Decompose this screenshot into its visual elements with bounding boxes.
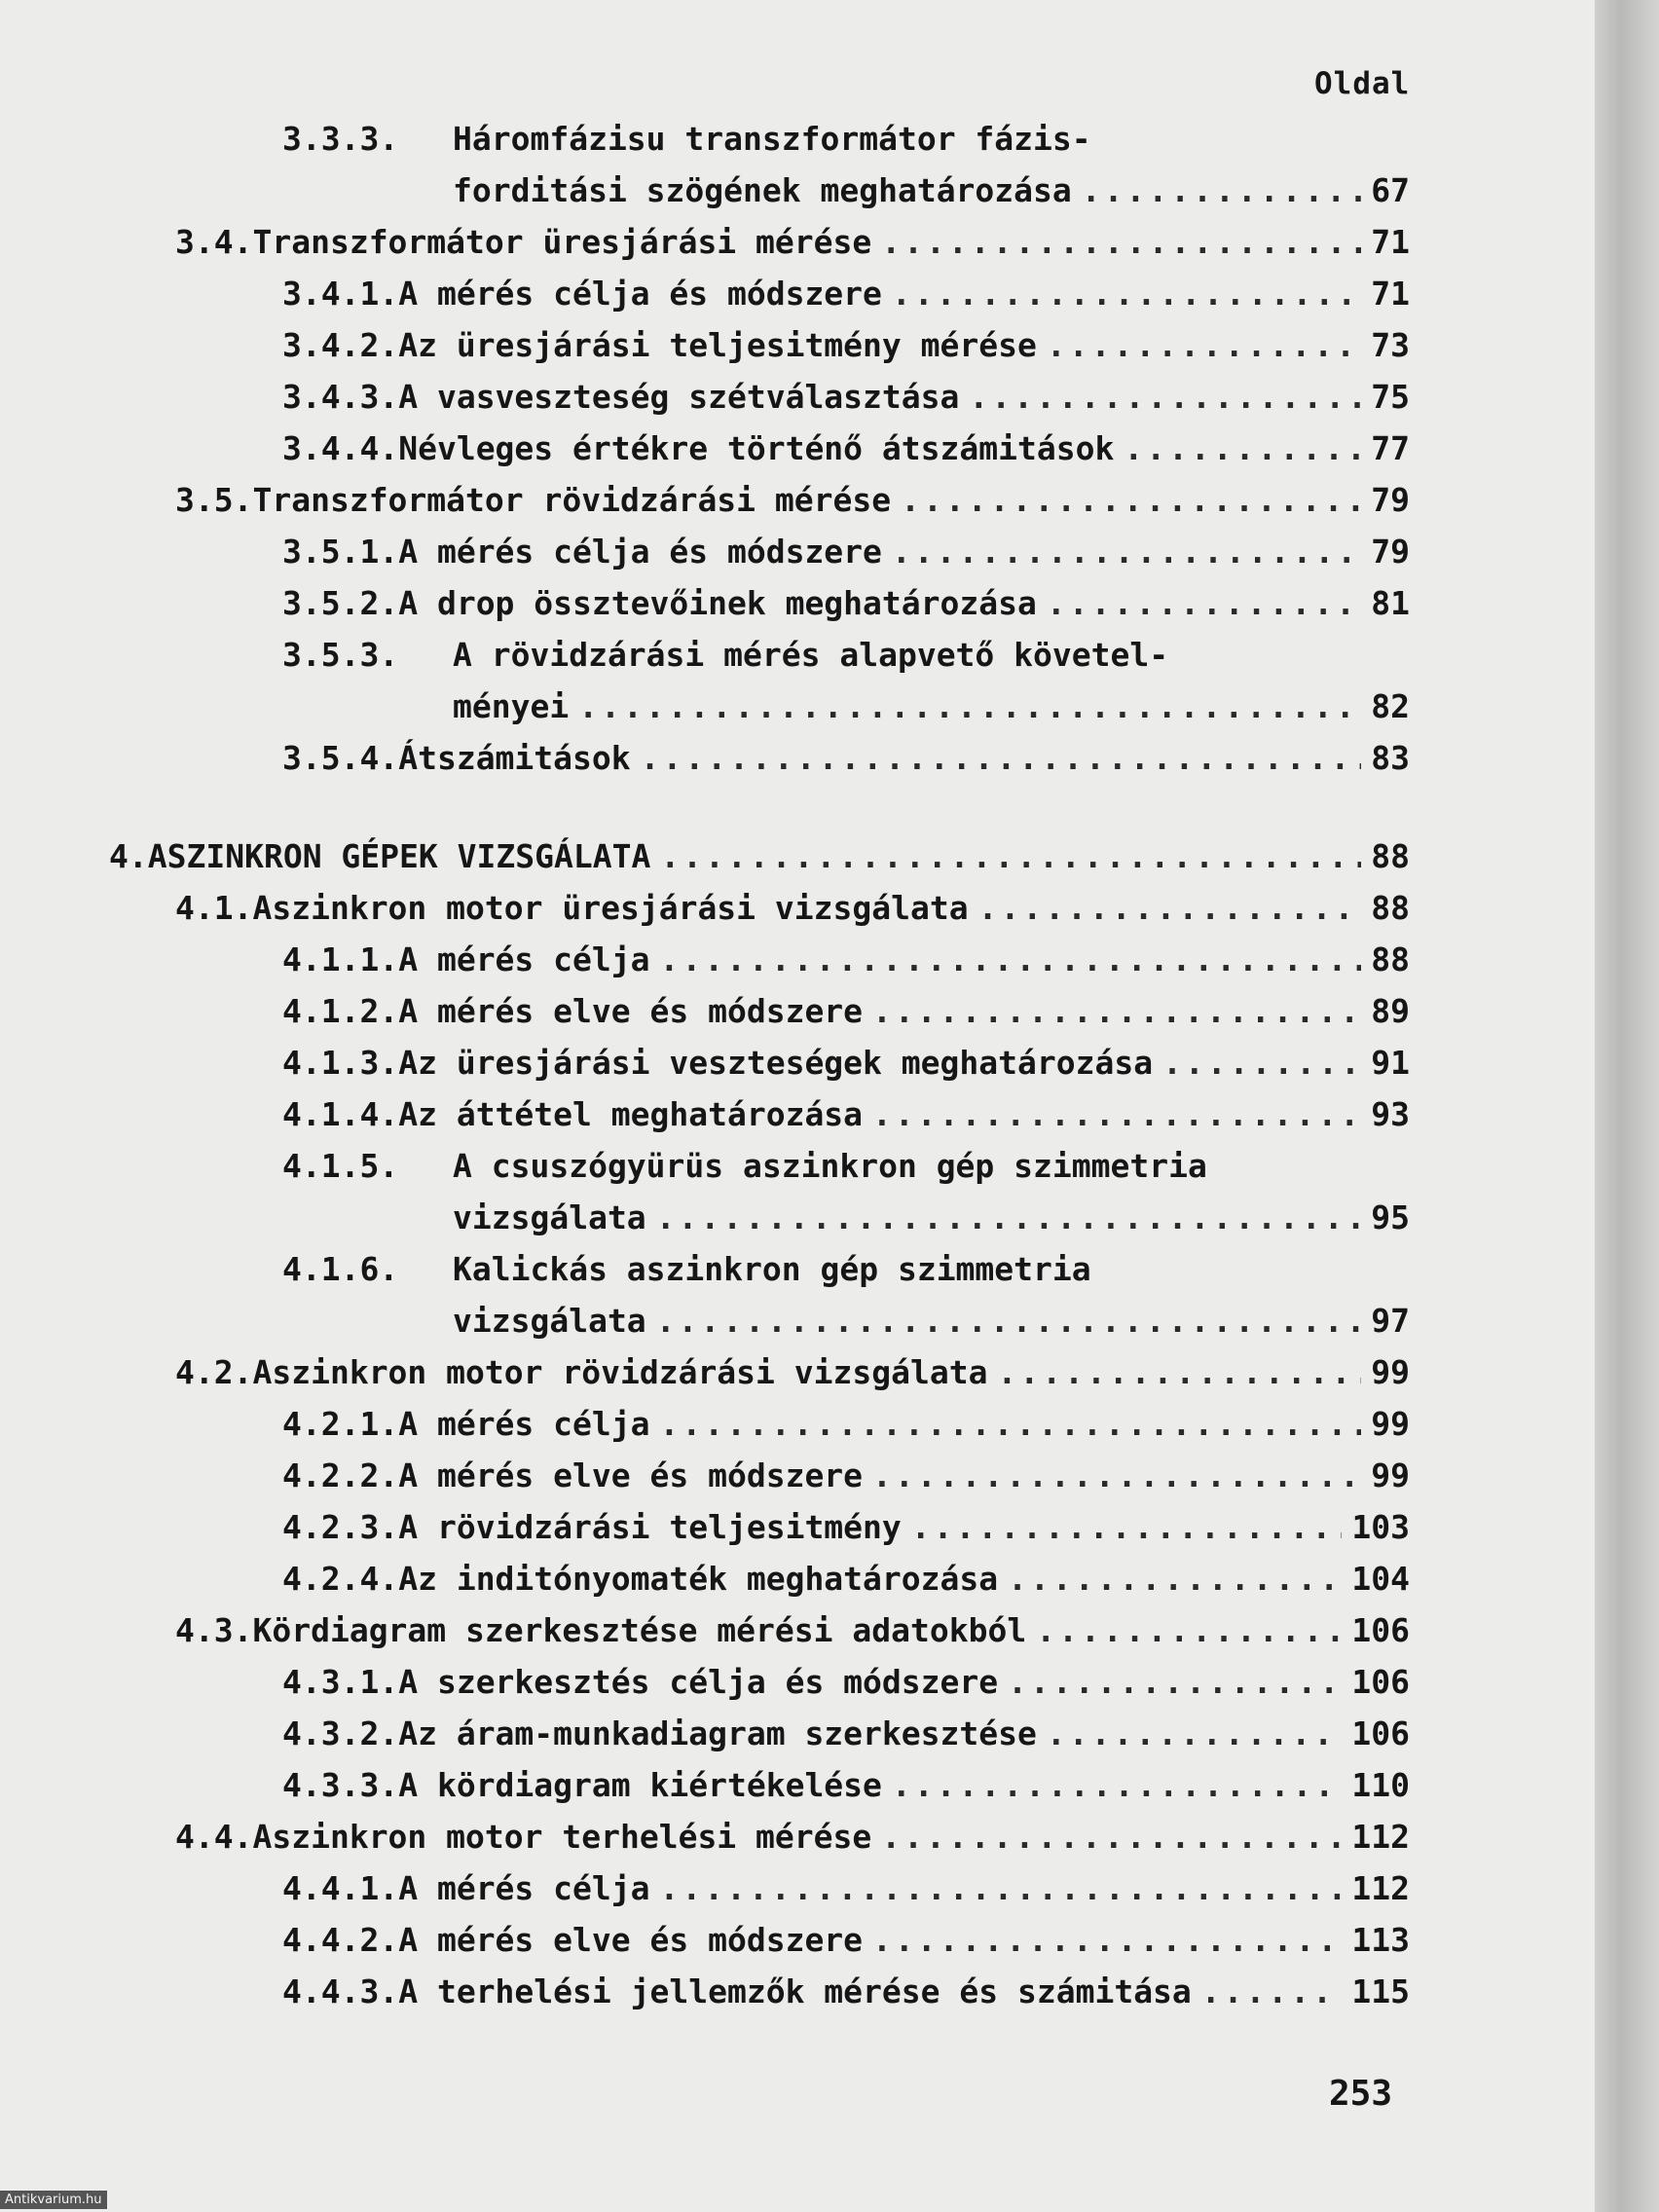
toc-leader-dots (1047, 1714, 1343, 1752)
toc-entry-page: 99 (1371, 1405, 1410, 1443)
toc-entry-number: 4.4.3. (282, 1972, 399, 2010)
toc-leader-dots (1124, 429, 1361, 467)
toc-entry-number: 4.1.4. (282, 1095, 399, 1133)
toc-entry-title: A mérés elve és módszere (398, 992, 864, 1030)
toc-entry-title: Aszinkron motor terhelési mérése (252, 1818, 872, 1856)
toc-entry-page: 113 (1351, 1921, 1410, 1959)
toc-entry-page: 71 (1371, 275, 1410, 313)
toc-entry-line (282, 1044, 1410, 1090)
toc-leader-dots (1201, 1972, 1343, 2010)
toc-leader-dots (911, 1508, 1343, 1546)
toc-entry-number: 4.3.1. (282, 1663, 399, 1701)
toc-entry-line (282, 1147, 1410, 1194)
toc-entry-page: 110 (1351, 1766, 1410, 1804)
toc-leader-dots (872, 992, 1361, 1030)
toc-entry-page: 89 (1371, 992, 1410, 1030)
toc-entry-title: Kalickás aszinkron gép szimmetria (453, 1250, 1091, 1288)
toc-leader-dots (881, 1818, 1342, 1856)
toc-entry-line (282, 1921, 1410, 1968)
toc-entry-page: 106 (1351, 1714, 1410, 1752)
toc-entry-line (453, 1198, 1410, 1245)
toc-entry-page: 79 (1371, 533, 1410, 571)
toc-entry-line (453, 1302, 1410, 1348)
toc-entry-title: Aszinkron motor rövidzárási vizsgálata (252, 1353, 988, 1391)
toc-entry-page: 112 (1351, 1818, 1410, 1856)
page-number: 253 (1329, 2074, 1393, 2114)
toc-leader-dots (872, 1456, 1361, 1494)
toc-entry-number: 3.4.2. (282, 326, 399, 364)
toc-entry-line (282, 1250, 1410, 1297)
toc-entry-number: 4.2.4. (282, 1560, 399, 1598)
toc-entry-number: 4.2.2. (282, 1456, 399, 1494)
toc-entry-line (282, 1663, 1410, 1710)
toc-leader-dots (660, 837, 1361, 875)
toc-entry-number: 4.2. (175, 1353, 253, 1391)
toc-entry-line (282, 1508, 1410, 1555)
toc-entry-page: 99 (1371, 1456, 1410, 1494)
toc-entry-line (282, 992, 1410, 1039)
toc-entry-page: 115 (1351, 1972, 1410, 2010)
toc-entry-number: 4.1. (175, 889, 253, 927)
toc-entry-page: 97 (1371, 1302, 1410, 1340)
toc-leader-dots (881, 223, 1361, 261)
toc-entry-line (282, 533, 1410, 579)
toc-entry-title: ASZINKRON GÉPEK VIZSGÁLATA (147, 837, 651, 875)
toc-leader-dots (578, 687, 1361, 725)
toc-entry-title: A mérés célja (398, 1869, 650, 1907)
toc-entry-page: 88 (1371, 837, 1410, 875)
toc-entry-line (282, 120, 1410, 166)
toc-entry-page: 103 (1351, 1508, 1410, 1546)
toc-entry-line (282, 1972, 1410, 2019)
toc-entry-line (282, 1560, 1410, 1606)
toc-entry-number: 3.5.4. (282, 739, 399, 777)
toc-entry-number: 4.1.1. (282, 940, 399, 978)
toc-entry-page: 77 (1371, 429, 1410, 467)
toc-entry-title: Az üresjárási veszteségek meghatározása (398, 1044, 1154, 1082)
toc-entry-number: 3.4.3. (282, 378, 399, 416)
toc-leader-dots (872, 1921, 1342, 1959)
toc-leader-dots (1162, 1044, 1361, 1082)
toc-entry-line (109, 837, 1410, 884)
toc-entry-page: 104 (1351, 1560, 1410, 1598)
toc-entry-line (282, 1405, 1410, 1452)
toc-entry-line (175, 889, 1410, 936)
toc-entry-number: 4.4. (175, 1818, 253, 1856)
toc-entry-line (282, 1714, 1410, 1761)
toc-entry-line (282, 1095, 1410, 1142)
toc-entry-title: A rövidzárási teljesitmény (398, 1508, 902, 1546)
toc-leader-dots (1047, 584, 1361, 622)
toc-entry-title: A mérés célja (398, 1405, 650, 1443)
toc-entry-line (282, 636, 1410, 682)
toc-entry-line (453, 171, 1410, 218)
toc-entry-page: 83 (1371, 739, 1410, 777)
toc-leader-dots (892, 275, 1361, 313)
toc-entry-number: 4.4.2. (282, 1921, 399, 1959)
toc-entry-title: A drop össztevőinek meghatározása (398, 584, 1037, 622)
toc-entry-title: A vasveszteség szétválasztása (398, 378, 960, 416)
toc-leader-dots (1082, 171, 1361, 209)
toc-entry-number: 4.4.1. (282, 1869, 399, 1907)
toc-entry-title: Az inditónyomaték meghatározása (398, 1560, 999, 1598)
toc-entry-line (282, 378, 1410, 424)
toc-leader-dots (1047, 326, 1361, 364)
page-column-label: Oldal (1314, 66, 1411, 101)
toc-entry-number: 4.2.1. (282, 1405, 399, 1443)
toc-leader-dots (892, 533, 1361, 571)
toc-entry-title: ményei (453, 687, 570, 725)
toc-entry-number: 4.2.3. (282, 1508, 399, 1546)
toc-entry-number: 3.5. (175, 481, 253, 519)
toc-entry-line (282, 1456, 1410, 1503)
toc-entry-title: A szerkesztés célja és módszere (398, 1663, 999, 1701)
toc-leader-dots (641, 739, 1362, 777)
toc-entry-line (282, 429, 1410, 476)
toc-entry-number: 4.1.3. (282, 1044, 399, 1082)
toc-leader-dots (1008, 1663, 1342, 1701)
toc-entry-number: 4.1.6. (282, 1250, 399, 1288)
toc-leader-dots (997, 1353, 1361, 1391)
toc-entry-title: A mérés célja és módszere (398, 533, 882, 571)
toc-entry-title: A rövidzárási mérés alapvető követel- (453, 636, 1169, 674)
toc-entry-number: 3.4. (175, 223, 253, 261)
toc-entry-number: 4. (109, 837, 148, 875)
toc-leader-dots (660, 1869, 1343, 1907)
toc-entry-title: vizsgálata (453, 1198, 646, 1236)
toc-entry-page: 112 (1351, 1869, 1410, 1907)
toc-leader-dots (1008, 1560, 1342, 1598)
toc-entry-title: vizsgálata (453, 1302, 646, 1340)
toc-leader-dots (892, 1766, 1342, 1804)
toc-entry-page: 71 (1371, 223, 1410, 261)
page-edge (1595, 0, 1659, 2212)
toc-entry-page: 99 (1371, 1353, 1410, 1391)
toc-leader-dots (660, 940, 1362, 978)
toc-entry-number: 3.4.1. (282, 275, 399, 313)
toc-leader-dots (1036, 1611, 1342, 1649)
toc-entry-page: 82 (1371, 687, 1410, 725)
toc-entry-line (282, 275, 1410, 321)
toc-entry-title: Háromfázisu transzformátor fázis- (453, 120, 1091, 158)
toc-entry-number: 4.3.2. (282, 1714, 399, 1752)
toc-entry-title: Az áttétel meghatározása (398, 1095, 864, 1133)
toc-leader-dots (872, 1095, 1361, 1133)
toc-entry-page: 106 (1351, 1663, 1410, 1701)
toc-entry-line (453, 687, 1410, 734)
toc-entry-number: 3.5.2. (282, 584, 399, 622)
toc-entry-title: Az áram-munkadiagram szerkesztése (398, 1714, 1037, 1752)
toc-entry-title: A csuszógyürüs aszinkron gép szimmetria (453, 1147, 1207, 1185)
toc-entry-line (282, 940, 1410, 987)
toc-leader-dots (969, 378, 1361, 416)
toc-entry-title: Átszámitások (398, 739, 631, 777)
toc-entry-line (282, 1869, 1410, 1916)
toc-entry-line (175, 1353, 1410, 1400)
toc-entry-line (282, 584, 1410, 631)
toc-entry-number: 4.3.3. (282, 1766, 399, 1804)
toc-entry-title: forditási szögének meghatározása (453, 171, 1072, 209)
toc-entry-line (175, 223, 1410, 270)
toc-entry-title: A mérés célja (398, 940, 650, 978)
toc-entry-number: 3.3.3. (282, 120, 399, 158)
toc-entry-title: A terhelési jellemzők mérése és számitása (398, 1972, 1192, 2010)
toc-leader-dots (656, 1302, 1362, 1340)
toc-entry-page: 73 (1371, 326, 1410, 364)
toc-entry-title: Transzformátor rövidzárási mérése (252, 481, 892, 519)
toc-entry-line (282, 739, 1410, 786)
toc-entry-number: 4.1.2. (282, 992, 399, 1030)
toc-entry-title: Aszinkron motor üresjárási vizsgálata (252, 889, 969, 927)
toc-entry-number: 4.3. (175, 1611, 253, 1649)
watermark-label: Antikvarium.hu (0, 2191, 107, 2209)
toc-entry-page: 88 (1371, 940, 1410, 978)
toc-entry-page: 93 (1371, 1095, 1410, 1133)
toc-entry-title: Transzformátor üresjárási mérése (252, 223, 872, 261)
toc-entry-title: A mérés elve és módszere (398, 1456, 864, 1494)
toc-entry-number: 3.4.4. (282, 429, 399, 467)
toc-leader-dots (660, 1405, 1362, 1443)
toc-entry-number: 4.1.5. (282, 1147, 399, 1185)
toc-entry-title: Az üresjárási teljesitmény mérése (398, 326, 1037, 364)
toc-entry-number: 3.5.3. (282, 636, 399, 674)
toc-entry-line (175, 1818, 1410, 1864)
toc-entry-page: 95 (1371, 1198, 1410, 1236)
toc-entry-page: 67 (1371, 171, 1410, 209)
toc-entry-line (175, 481, 1410, 528)
toc-entry-number: 3.5.1. (282, 533, 399, 571)
toc-entry-title: A kördiagram kiértékelése (398, 1766, 882, 1804)
toc-entry-title: Kördiagram szerkesztése mérési adatokból (252, 1611, 1027, 1649)
toc-entry-page: 79 (1371, 481, 1410, 519)
toc-leader-dots (901, 481, 1361, 519)
toc-leader-dots (978, 889, 1362, 927)
toc-entry-title: A mérés célja és módszere (398, 275, 882, 313)
toc-entry-title: A mérés elve és módszere (398, 1921, 864, 1959)
toc-entry-title: Névleges értékre történő átszámitások (398, 429, 1115, 467)
toc-entry-page: 88 (1371, 889, 1410, 927)
toc-entry-line (175, 1611, 1410, 1658)
toc-leader-dots (656, 1198, 1362, 1236)
toc-entry-page: 81 (1371, 584, 1410, 622)
toc-entry-page: 106 (1351, 1611, 1410, 1649)
toc-entry-line (282, 1766, 1410, 1813)
toc-entry-line (282, 326, 1410, 373)
toc-entry-page: 75 (1371, 378, 1410, 416)
toc-entry-page: 91 (1371, 1044, 1410, 1082)
